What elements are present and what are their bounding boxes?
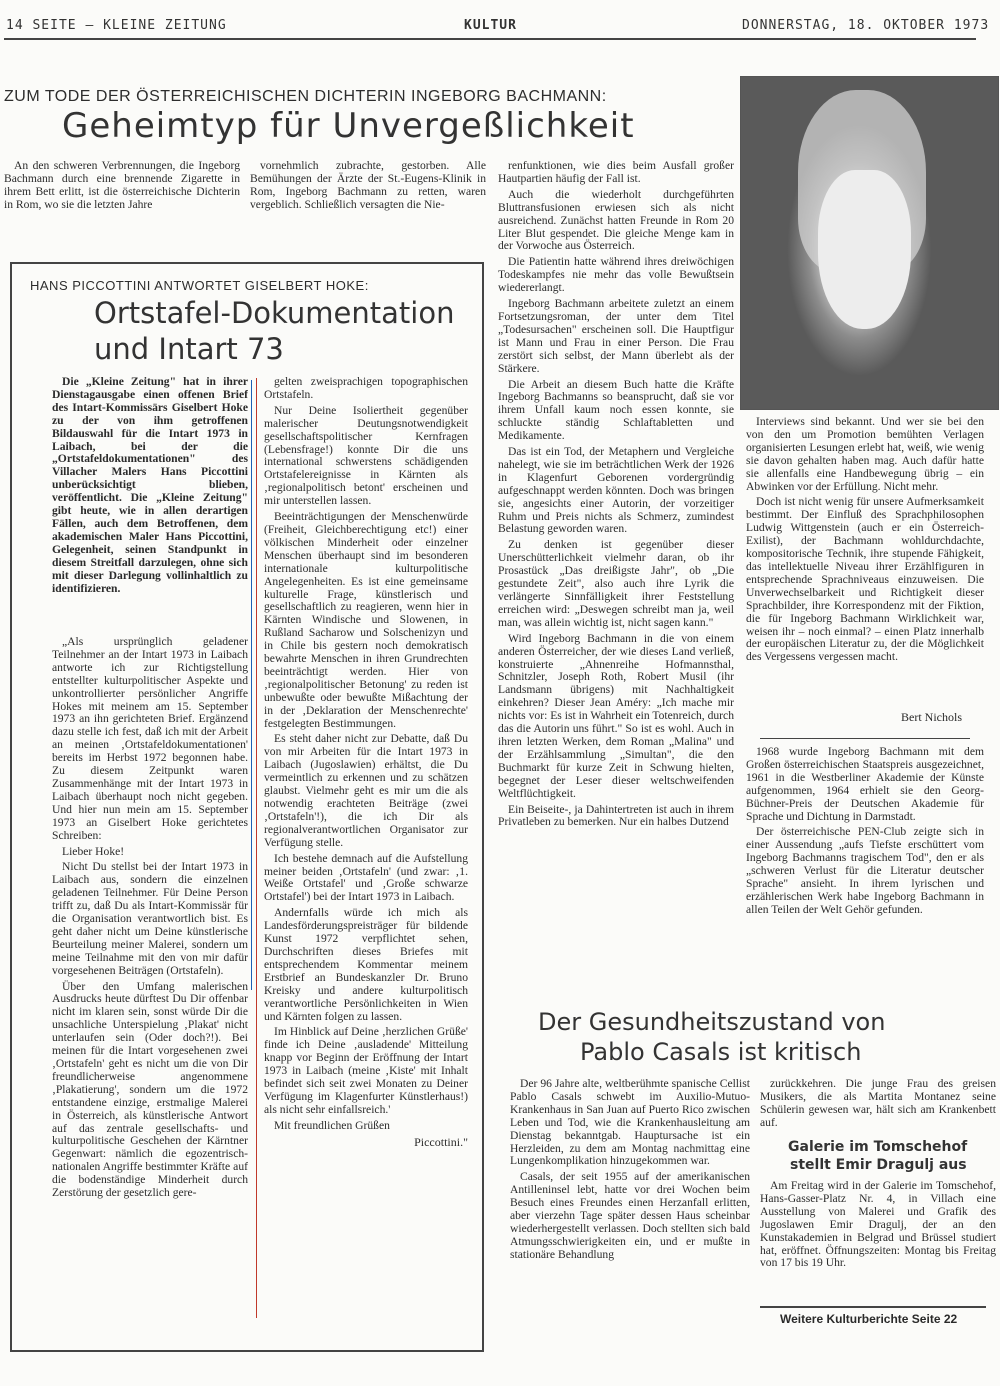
ortstafel-paragraph: Im Hinblick auf Deine ‚herzlichen Grüße' finde ich Deine ‚ausladende' Mitteilung knapp vor Beginn der Eröffnung der Intart 1973 in Laibach (meine ‚Kiste' mit Inhalt befindet sich seit zwei Monaten zu Deiner Verfügung im Klagenfurter Künstlerhaus!) als nicht sehr einfallsreich.' bbox=[264, 1025, 468, 1116]
ortstafel-paragraph: Lieber Hoke! bbox=[62, 844, 125, 858]
bachmann-paragraph: Doch ist nicht wenig für unsere Aufmerksamkeit bestimmt. Der Einfluß des Sprachphilosophen Ludwig Wittgenstein (auch er ein Österreich-Exilist), der Bachmann wohldurchdachte, kompositorische Technik, ihre stupende Fähigkeit, das intellektuelle Niveau ihrer Erzählfiguren in entsprechende Sprachniveaus einzuweisen. Die Unverwechselbarkeit und Richtigkeit dieser Sprachbilder, ihre Korrespondenz mit der Fiktion, die für Ingeborg Bachmann Wirklichkeit war, weisen ihr – noch einmal? – einen Platz innerhalb der europäischen Literatur zu, der die Möglichkeit des Vergessens vergessen macht. bbox=[746, 495, 984, 664]
ortstafel-paragraph: „Als ursprünglich geladener Teilnehmer an der Intart 1973 in Laibach antworte ich zur Richtigstellung entstellter kulturpolitischer Aspekte und unkontrollierter persönlicher Angriffe Hokes mit meinem am 15. September 1973 an ihn gerichteten Brief. Ergänzend dazu stelle ich fest, daß ich mit der Arbeit an meinen ‚Ortstafeldokumentationen' bereits im Herbst 1972 begonnen habe. Zu diesem Zeitpunkt waren Zusammenhänge mit der Intart 1973 in Laibach überhaupt noch nicht gegeben. Und hier nun mein am 15. September 1973 an Giselbert Hoke gerichtetes Schreiben: bbox=[52, 636, 248, 842]
bachmann-paragraph: Die Patientin hatte während ihres dreiwöchigen Todeskampfes nie mehr das volle Bewußtsein wiedererlangt. bbox=[498, 255, 734, 295]
ortstafel-paragraph: Nicht Du stellst bei der Intart 1973 in Laibach aus, sondern die einzelnen geladenen Teilnehmer. Für Deine Person trifft zu, daß Du als Intart-Kommissär für die Organisation verantwortlich bist. Es geht daher nicht um Deine künstlerische Beurteilung meiner Malerei, sondern um meine Teilnahme mit den von mir dafür vorgesehenen Beiträgen (Ortstafeln). bbox=[52, 860, 248, 977]
ortstafel-headline: Ortstafel-Dokumentation bbox=[94, 296, 455, 330]
page-number-header: 14 SEITE – KLEINE ZEITUNG bbox=[6, 18, 227, 33]
ortstafel-paragraph: Andernfalls würde ich mich als Landesförderungspreisträger für bildende Kunst 1972 verpflichtet sehen, Durchschriften dieses Briefes mit entsprechendem Kommentar meinem Erstbrief an Bundeskanzler Dr. Bruno Kreisky und andere kulturpolitisch verantwortliche Persönlichkeiten in Wien und Kärnten folgen zu lassen. bbox=[264, 906, 468, 1023]
bio-paragraph: Der österreichische PEN-Club zeigte sich in einer Aussendung „aufs Tiefste erschüttert vom Ingeborg Bachmanns tragischem Tod", den er als „schweren Verlust für die Literatur deutscher Sprache" ansieht. In ihrem lyrischen und erzählerischen Werk habe Ingeborg Bachmann in allen Teilen der Welt Gehör gefunden. bbox=[746, 825, 984, 916]
casals-col2 bbox=[760, 1078, 996, 1134]
portrait-face-shape bbox=[818, 170, 911, 329]
bachmann-paragraph: Ingeborg Bachmann arbeitete zuletzt an einem Fortsetzungsroman, der unter dem Titel „Todesursachen" erscheinen soll. Die Hauptfigur ist Mann und Frau in einer Person. Die Frau zerstört sich selbst, der Mann überlebt als der Stärkere. bbox=[498, 297, 734, 375]
ortstafel-paragraph: Ich bestehe demnach auf die Aufstellung meiner beiden ‚Ortstafeln' (und zwar: ‚1. Weiße Ortstafel' und ‚Große schwarze Ortstafel') bei der Intart 1973 in Laibach. bbox=[264, 851, 468, 904]
casals-paragraph: Casals, der seit 1955 auf der amerikanischen Antilleninsel lebt, hatte vor drei Wochen beim Besuch eines Freundes einen Herzanfall erlitten, aber vierzehn Tage später dessen Haus scheinbar wiederhergestellt verlassen. Doch stellten sich bald Atmungsschwierigkeiten ein, und er mußte in stationäre Behandlung bbox=[510, 1170, 750, 1261]
casals-headline-line2: Pablo Casals ist kritisch bbox=[580, 1038, 862, 1066]
ortstafel-paragraph: Es steht daher nicht zur Debatte, daß Du von mir Arbeiten für die Intart 1973 in Laibach (Jugoslawien) erhältst, die Du vermeintlich zu erkennen und zu schätzen glaubst. Vielmehr geht es mir um die als notwendig erachteten Beiträge (zwei ‚Ortstafeln'!), die ich Dir als regionalverantwortlichen Organisator zur Verfügung stelle. bbox=[264, 732, 468, 849]
bachmann-col3 bbox=[498, 160, 734, 1060]
footer-note: Weitere Kulturberichte Seite 22 bbox=[780, 1312, 958, 1326]
galerie-body bbox=[760, 1180, 996, 1292]
ortstafel-intro-paragraph: Die „Kleine Zeitung" hat in ihrer Dienstagausgabe einen offenen Brief des Intart-Kommissärs Giselbert Hoke zu der von ihm getroffenen Bildauswahl für die Intart 1973 in Laibach, bei der die „Ortstafeldokumentationen" des Villacher Malers Hans Piccottini unberücksichtigt blieben, veröffentlicht. Die „Kleine Zeitung" gibt heute, wie in allen derartigen Fällen, auch dem Betroffenen, dem akademischen Maler Hans Piccottini, Gelegenheit, seinen Standpunkt in diesem Streitfall darzulegen, ohne sich mit dieser Darlegung vollinhaltlich zu identifizieren. bbox=[52, 376, 248, 595]
margin-mark-red bbox=[256, 378, 257, 1318]
galerie-headline-line2: stellt Emir Dragulj aus bbox=[790, 1157, 967, 1173]
bio-paragraph: 1968 wurde Ingeborg Bachmann mit dem Großen österreichischen Staatspreis ausgezeichnet, 1961 in die Westberliner Akademie der Künste aufgenommen, 1964 erhielt sie den Georg-Büchner-Preis der Deutschen Akademie für Sprache und Dichtung in Darmstadt. bbox=[746, 746, 984, 823]
casals-col1 bbox=[510, 1078, 750, 1328]
bachmann-lead-col2 bbox=[250, 160, 486, 238]
bachmann-bio bbox=[746, 746, 984, 1018]
ortstafel-paragraph: Über den Umfang malerischen Ausdrucks heute dürftest Du Dir offenbar nicht im klaren sein, sonst würde Dir die unsachliche Unterspielung ‚Plakat' nicht unterlaufen sein (Oder doch?!). Bei meinen für die Intart vorgesehenen zwei ‚Ortstafeln' geht es nicht um die von Dir freundlicherweise angenommene ‚Plakatierung', sondern um die 1972 entstandene einzige, erstmalige Malerei in Österreich, als künstlerische Antwort auf das zentrale gesellschafts- und kulturpolitische Geschehen der Kärntner Gegenwart: nämlich die egozentrisch-nationalen Angriffe bestimmter Kräfte auf die bodenständige Minderheit durch Zerstörung der gesetzlich gere- bbox=[52, 979, 248, 1200]
portrait-photo bbox=[740, 76, 999, 410]
ortstafel-col2 bbox=[264, 376, 468, 1326]
bachmann-paragraph: Das ist ein Tod, der Metaphern und Vergleiche nahelegt, wie sie im beträchtlichen Werk der 1926 in Klagenfurt Geborenen vordergründig aufgeschnappt werden könnten. Doch was bringen sie, angesichts einer Autorin, der vorzeitiger Ruhm und Preis nichts als Schmerz, zumindest Belastung geworden waren. bbox=[498, 445, 734, 536]
margin-mark-blue bbox=[251, 380, 252, 990]
bachmann-lead-col1 bbox=[4, 160, 240, 238]
ortstafel-signature: Piccottini." bbox=[414, 1134, 468, 1149]
bachmann-kicker: ZUM TODE DER ÖSTERREICHISCHEN DICHTERIN INGEBORG BACHMANN: bbox=[4, 88, 607, 105]
bachmann-paragraph: Die Arbeit an diesem Buch hatte die Kräfte Ingeborg Bachmanns so beansprucht, daß sie vor ihrem Unfall kaum noch essen konnte, sie schluckte ständig Schlaftabletten und Medikamente. bbox=[498, 377, 734, 443]
bachmann-lead-paragraph: An den schweren Verbrennungen, die Ingeborg Bachmann durch eine brennende Zigarette in ihrem Bett erlitt, ist die österreichische Dichterin in Rom, wo sie die letzten Jahre bbox=[4, 160, 240, 211]
bachmann-paragraph: Ein Beiseite-, ja Dahintertreten ist auch in ihrem Privatleben zu bemerken. Nur ein halbes Dutzend bbox=[498, 802, 734, 829]
ortstafel-paragraph: Beeinträchtigungen der Menschenwürde (Freiheit, Gleichberechtigung etc!) einer völkischen Minderheit oder einzelner Menschen überhaupt sind im besonderen internationale kulturpolitische Angelegenheiten. Es ist eine gemeinsame kulturelle Frage, künstlerisch und gesellschaftlich zu reagieren, wenn hier in Kärnten Windische und Slowenen, in Rußland Sacharow und Solschenizyn und in Chile bis gestern noch demokratisch bewahrte Menschen in ihren Grundrechten beeinträchtigt werden. Hier von ‚regionalpolitischer Betonung' zu reden ist unbewußte oder bewußte Mißachtung der in der ‚Deklaration der Menschenrechte' festgelegten Bestimmungen. bbox=[264, 510, 468, 730]
ortstafel-intro bbox=[52, 376, 248, 630]
ortstafel-kicker: HANS PICCOTTINI ANTWORTET GISELBERT HOKE: bbox=[30, 278, 369, 293]
bachmann-paragraph: Auch die wiederholt durchgeführten Bluttransfusionen erwiesen sich als nicht ausreichend. Zunächst hatten Freunde in Rom 20 Liter Blut gespendet. Die gleiche Menge kam in der Vorwoche aus Österreich. bbox=[498, 187, 734, 253]
footer-rule bbox=[760, 1306, 986, 1308]
casals-headline: Der Gesundheitszustand von bbox=[538, 1008, 886, 1036]
galerie-paragraph: Am Freitag wird in der Galerie im Tomschehof, Hans-Gasser-Platz Nr. 4, in Villach eine Ausstellung von Malerei und Grafik des Jugoslawen Emir Dragulj, der an den Kunstakademien in Belgrad und Brüssel studiert hat, eröffnet. Öffnungszeiten: Montag bis Freitag von 17 bis 19 Uhr. bbox=[760, 1180, 996, 1270]
bachmann-lead-paragraph: vornehmlich zubrachte, gestorben. Alle Bemühungen der Ärzte der St.-Eugens-Klinik in Rom, Ingeborg Bachmann zu retten, waren vergeblich. Schließlich versagten die Nie- bbox=[250, 160, 486, 211]
bachmann-col4 bbox=[746, 416, 984, 706]
bachmann-paragraph: Wird Ingeborg Bachmann in die von einem anderen Österreicher, der wie dieses Land verließ, konstruierte „Ahnenreihe Hofmannsthal, Schnitzler, Joseph Roth, Robert Musil (ihr Landsmann übrigens) mit Nachhaltigkeit einkehren? Dieser Jean Améry: „Ich mache mir nichts vor: Es ist in Wahrheit ein Totenreich, durch das die Autorin uns führt." So ist es wohl. Auch in ihren letzten Werken, dem Roman „Malina" und der Erzählsammlung „Simultan", die den Buchmarkt für kurze Zeit in Schwung hielten, begegnet der Leser dieser weltschweifenden Weltflüchtigkeit. bbox=[498, 631, 734, 800]
ortstafel-paragraph: Mit freundlichen Grüßen bbox=[274, 1118, 390, 1132]
ortstafel-paragraph: Nur Deine Isoliertheit gegenüber malerischer Deutungsnotwendigkeit gesellschaftspolitischer Kernfragen (Lebensfrage!) konnte Dir die uns international schwerstens schädigenden Ortstafelereignisse in Kärnten als ‚regionalpolitisch betont' erscheinen und mir unterstellen lassen. bbox=[264, 403, 468, 508]
bio-rule bbox=[760, 738, 970, 739]
ortstafel-headline-line2: und Intart 73 bbox=[94, 332, 284, 366]
bachmann-paragraph: Zu denken ist gegenüber dieser Unerschütterlichkeit vielmehr daran, ob ihr Prosastück „Das dreißigste Jahr", ob „Die gestundete Zeit", also auch ihre Lyrik die verlängerte Sinnfälligkeit ihrer Feststellung erreichen wird: „Deswegen schreibt man ja, weil man, was allein wichtig ist, nicht sagen kann." bbox=[498, 538, 734, 629]
galerie-headline: Galerie im Tomschehof bbox=[788, 1139, 968, 1155]
ortstafel-paragraph: gelten zweisprachigen topographischen Ortstafeln. bbox=[264, 376, 468, 401]
date-header: DONNERSTAG, 18. OKTOBER 1973 bbox=[742, 18, 990, 33]
casals-paragraph: Der 96 Jahre alte, weltberühmte spanische Cellist Pablo Casals schwebt im Auxilio-Mutuo-Krankenhaus in San Juan auf Puerto Rico zwischen Leben und Tod, wie die Krankenhausleitung am Dienstag bekanntgab. Hauptursache ist ein Herzleiden, zu dem am Montag nachmittag eine Lungenkomplikation hinzugekommen war. bbox=[510, 1078, 750, 1168]
casals-paragraph: zurückkehren. Die junge Frau des greisen Musikers, die als Martita Montanez seine Schülerin gewesen war, hält sich am Krankenbett auf. bbox=[760, 1078, 996, 1129]
bachmann-paragraph: renfunktionen, wie dies beim Ausfall großer Hautpartien häufig der Fall ist. bbox=[498, 160, 734, 185]
bachmann-paragraph: Interviews sind bekannt. Und wer sie bei den von den um Promotion bemühten Verlagen organisierten Lesungen erlebt hat, weiß, wie wenig sie davon gehalten haben mag. Auch dafür hatte sie allenfalls eine Handbewegung übrig – ein Abwinken vor der Erfüllung. Nicht mehr. bbox=[746, 416, 984, 493]
bachmann-author: Bert Nichols bbox=[901, 710, 962, 724]
bachmann-headline: Geheimtyp für Unvergeßlichkeit bbox=[62, 106, 635, 146]
ortstafel-col1 bbox=[52, 636, 248, 1330]
section-header: KULTUR bbox=[464, 18, 517, 33]
header-rule bbox=[4, 38, 976, 40]
